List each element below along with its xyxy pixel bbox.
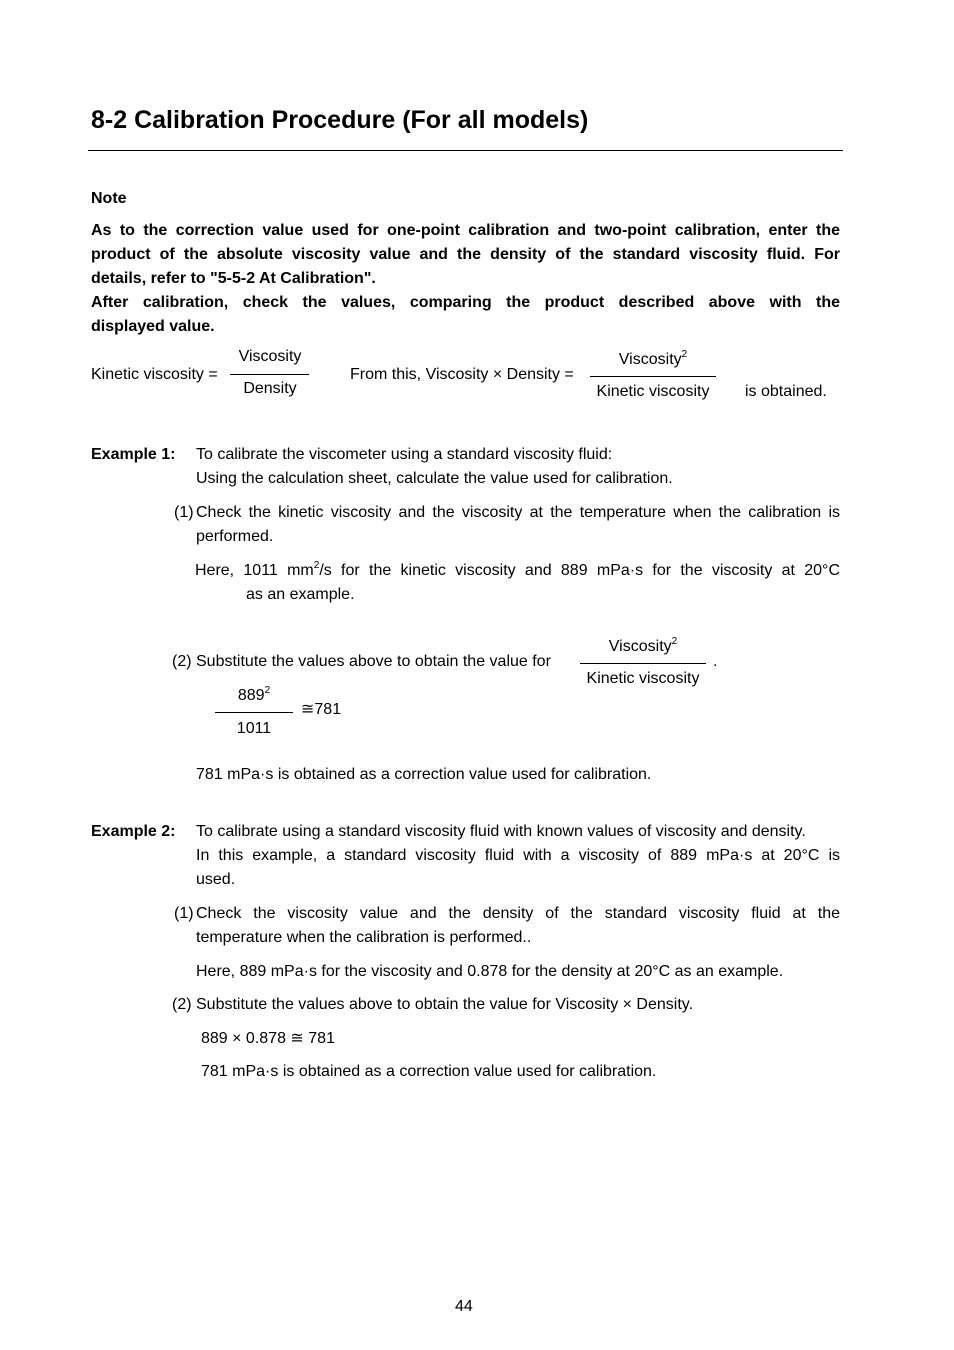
example1-step2-denominator: Kinetic viscosity (586, 670, 700, 687)
page-number: 44 (455, 1298, 473, 1315)
example1-calc-result: ≅781 (301, 701, 342, 718)
example1-intro-2: Using the calculation sheet, calculate the value used for calibration. (196, 470, 673, 487)
example1-calc-numerator: $889^2$ (237, 685, 271, 704)
formula-lhs: Kinetic viscosity = (91, 366, 218, 383)
example1-label: Example 1: (91, 446, 176, 463)
note-line-4: After calibration, check the values, comparing the product described above with the (91, 294, 840, 311)
example2-step2: (2) Substitute the values above to obtain the value for Viscosity × Density. (172, 996, 694, 1013)
page-title: 8-2 Calibration Procedure (For all models) (91, 106, 589, 134)
example1-step2-fraction-bar (580, 663, 706, 664)
fraction1-numerator: Viscosity (238, 348, 302, 365)
note-line-1: As to the correction value used for one-point calibration and two-point calibration, enter the (91, 222, 840, 239)
example2-intro-3: used. (196, 871, 236, 888)
example2-step1-number: (1) (174, 905, 194, 922)
title-underline (88, 150, 843, 151)
example1-step2-period: . (713, 653, 718, 670)
example1-step2-numerator: Viscosity$^2$ (608, 636, 678, 655)
example2-here: Here, 889 mPa·s for the viscosity and 0.878 for the density at 20°C as an example. (196, 963, 784, 980)
example1-step2-text: (2) Substitute the values above to obtain the value for (172, 653, 551, 670)
example2-intro-1: To calibrate using a standard viscosity fluid with known values of viscosity and density. (196, 823, 806, 840)
example1-calc-denominator: 1011 (236, 720, 272, 737)
example1-intro-1: To calibrate the viscometer using a standard viscosity fluid: (196, 446, 613, 463)
example2-calc: 889 × 0.878 ≅ 781 (201, 1030, 335, 1047)
example1-here: Here, 1011 $mm^2/s$ for the kinetic viscosity and 889 mPa·s for the viscosity at 20°C (195, 560, 840, 579)
example2-result: 781 mPa·s is obtained as a correction value used for calibration. (201, 1063, 657, 1080)
note-line-2: product of the absolute viscosity value and the density of the standard viscosity fluid. For (91, 246, 840, 263)
example2-step1-line-1: Check the viscosity value and the density of the standard viscosity fluid at the (196, 905, 840, 922)
example1-step1-line-1: Check the kinetic viscosity and the viscosity at the temperature when the calibration is (196, 504, 840, 521)
example1-result: 781 mPa·s is obtained as a correction value used for calibration. (196, 766, 652, 783)
fraction2-denominator: Kinetic viscosity (596, 383, 710, 400)
note-heading: Note (91, 190, 127, 207)
example1-step1-line-2: performed. (196, 528, 274, 545)
example2-step1-line-2: temperature when the calibration is performed.. (196, 929, 532, 946)
example2-intro-2: In this example, a standard viscosity fluid with a viscosity of 889 mPa·s at 20°C is (196, 847, 840, 864)
note-line-5: displayed value. (91, 318, 215, 335)
example1-here-line-2: as an example. (246, 586, 355, 603)
example2-label: Example 2: (91, 823, 176, 840)
fraction2-bar (590, 376, 716, 377)
fraction1-denominator: Density (243, 380, 297, 397)
fraction2-numerator: Viscosity$^2$ (618, 349, 688, 368)
note-line-3: details, refer to "5-5-2 At Calibration". (91, 270, 376, 287)
fraction1-bar (230, 374, 309, 375)
formula-tail: is obtained. (745, 383, 827, 400)
example1-calc-fraction-bar (215, 712, 293, 713)
formula-middle: From this, Viscosity × Density = (350, 366, 574, 383)
example1-step1-number: (1) (174, 504, 194, 521)
